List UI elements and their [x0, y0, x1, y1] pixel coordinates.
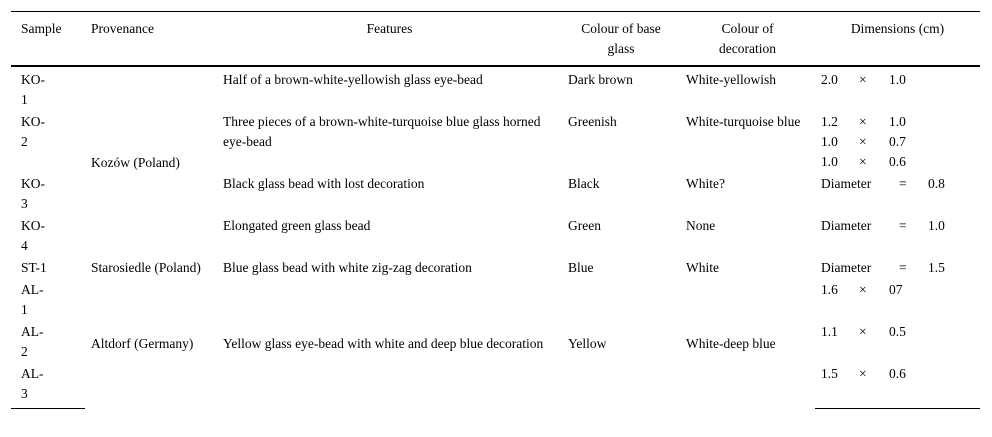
- dimension-line: [821, 364, 974, 384]
- cell-dimensions: [815, 66, 980, 111]
- dim-value-a: 1.0: [821, 154, 838, 169]
- cell-decoration: White-yellowish: [686, 72, 776, 87]
- dimension-line: [821, 322, 974, 342]
- dim-value-a: 1.5: [821, 366, 838, 381]
- header-base-glass-line2: glass: [607, 41, 635, 56]
- cell-features-altdorf: Yellow glass eye-bead with white and deep blue decoration: [223, 335, 544, 351]
- sample-id: AL-3: [21, 366, 44, 401]
- cell-dimensions: [815, 173, 980, 215]
- cell-sample: [11, 321, 85, 363]
- dim-value-b: 07: [889, 282, 903, 297]
- cell-sample: [11, 66, 85, 111]
- sample-id: AL-1: [21, 282, 44, 317]
- diameter-value: 1.0: [928, 218, 945, 233]
- cell-features: Half of a brown-white-yellowish glass eye-bead: [223, 72, 483, 87]
- dim-value-a: 1.2: [821, 114, 838, 129]
- table-row: [11, 257, 980, 279]
- sample-id: KO-4: [21, 218, 45, 253]
- diameter-label: Diameter: [821, 260, 872, 275]
- cell-sample: [11, 215, 85, 257]
- cell-features: Three pieces of a brown-white-turquoise blue glass horned eye-bead: [223, 114, 541, 149]
- cell-sample: [11, 279, 85, 321]
- dim-times: ×: [859, 72, 867, 87]
- header-base-glass: [562, 12, 680, 67]
- dim-value-b: 0.5: [889, 324, 906, 339]
- cell-provenance-kozow: Kozów (Poland): [91, 155, 180, 170]
- cell-base: Black: [568, 176, 600, 191]
- dim-value-a: 1.6: [821, 282, 838, 297]
- dim-value-a: 2.0: [821, 72, 838, 87]
- sample-id: AL-2: [21, 324, 44, 359]
- cell-provenance-altdorf: Altdorf (Germany): [91, 335, 194, 351]
- dim-times: ×: [859, 366, 867, 381]
- header-sample: Sample: [11, 12, 85, 67]
- cell-provenance: Starosiedle (Poland): [91, 260, 201, 275]
- header-row: [11, 12, 980, 67]
- glass-beads-table: [11, 11, 980, 409]
- dimension-line: [821, 152, 974, 172]
- dim-times: ×: [859, 154, 867, 169]
- diameter-value: 1.5: [928, 260, 945, 275]
- dim-value-b: 1.0: [889, 114, 906, 129]
- cell-features: Black glass bead with lost decoration: [223, 176, 425, 191]
- dimension-line: [821, 132, 974, 152]
- cell-decoration: White?: [686, 176, 725, 191]
- cell-dimensions: [815, 257, 980, 279]
- sample-id: ST-1: [21, 260, 47, 275]
- cell-features: Elongated green glass bead: [223, 218, 371, 233]
- dim-value-b: 0.6: [889, 154, 906, 169]
- cell-base: Greenish: [568, 114, 617, 129]
- dimension-line: [821, 112, 974, 132]
- dimension-line: [821, 70, 974, 90]
- diameter-equals: =: [899, 260, 907, 275]
- dim-times: ×: [859, 134, 867, 149]
- diameter-line: [821, 258, 974, 278]
- sample-id: KO-2: [21, 114, 45, 149]
- header-provenance: Provenance: [85, 12, 217, 67]
- cell-dimensions: [815, 279, 980, 321]
- dim-value-a: 1.1: [821, 324, 838, 339]
- diameter-equals: =: [899, 218, 907, 233]
- diameter-equals: =: [899, 176, 907, 191]
- dim-times: ×: [859, 324, 867, 339]
- cell-base: Dark brown: [568, 72, 633, 87]
- cell-base: Green: [568, 218, 601, 233]
- dim-value-b: 0.7: [889, 134, 906, 149]
- header-base-glass-line1: Colour of base: [581, 21, 661, 36]
- dim-times: ×: [859, 282, 867, 297]
- table-row: [11, 66, 980, 111]
- cell-sample: [11, 173, 85, 215]
- diameter-label: Diameter: [821, 218, 872, 233]
- cell-features: Blue glass bead with white zig-zag decoration: [223, 260, 472, 275]
- header-features: Features: [217, 12, 562, 67]
- cell-base-altdorf: Yellow: [568, 335, 607, 351]
- table-row: [11, 279, 980, 321]
- diameter-line: [821, 216, 974, 236]
- dim-value-b: 1.0: [889, 72, 906, 87]
- sample-id: KO-1: [21, 72, 45, 107]
- dim-times: ×: [859, 114, 867, 129]
- cell-sample: [11, 257, 85, 279]
- header-decoration-line2: decoration: [719, 41, 776, 56]
- cell-decoration: White-turquoise blue: [686, 114, 801, 129]
- header-decoration-line1: Colour of: [721, 21, 774, 36]
- sample-id: KO-3: [21, 176, 45, 211]
- dimension-line: [821, 280, 974, 300]
- diameter-value: 0.8: [928, 176, 945, 191]
- cell-sample: [11, 363, 85, 409]
- cell-dimensions: [815, 321, 980, 363]
- dim-value-a: 1.0: [821, 134, 838, 149]
- cell-decoration-altdorf: White-deep blue: [686, 335, 776, 351]
- cell-base: Blue: [568, 260, 594, 275]
- diameter-line: [821, 174, 974, 194]
- cell-sample: [11, 111, 85, 173]
- diameter-label: Diameter: [821, 176, 872, 191]
- cell-dimensions: [815, 111, 980, 173]
- cell-dimensions: [815, 363, 980, 409]
- cell-decoration: White: [686, 260, 719, 275]
- cell-dimensions: [815, 215, 980, 257]
- cell-decoration: None: [686, 218, 716, 233]
- header-dimensions: Dimensions (cm): [815, 12, 980, 67]
- dim-value-b: 0.6: [889, 366, 906, 381]
- header-decoration: [680, 12, 815, 67]
